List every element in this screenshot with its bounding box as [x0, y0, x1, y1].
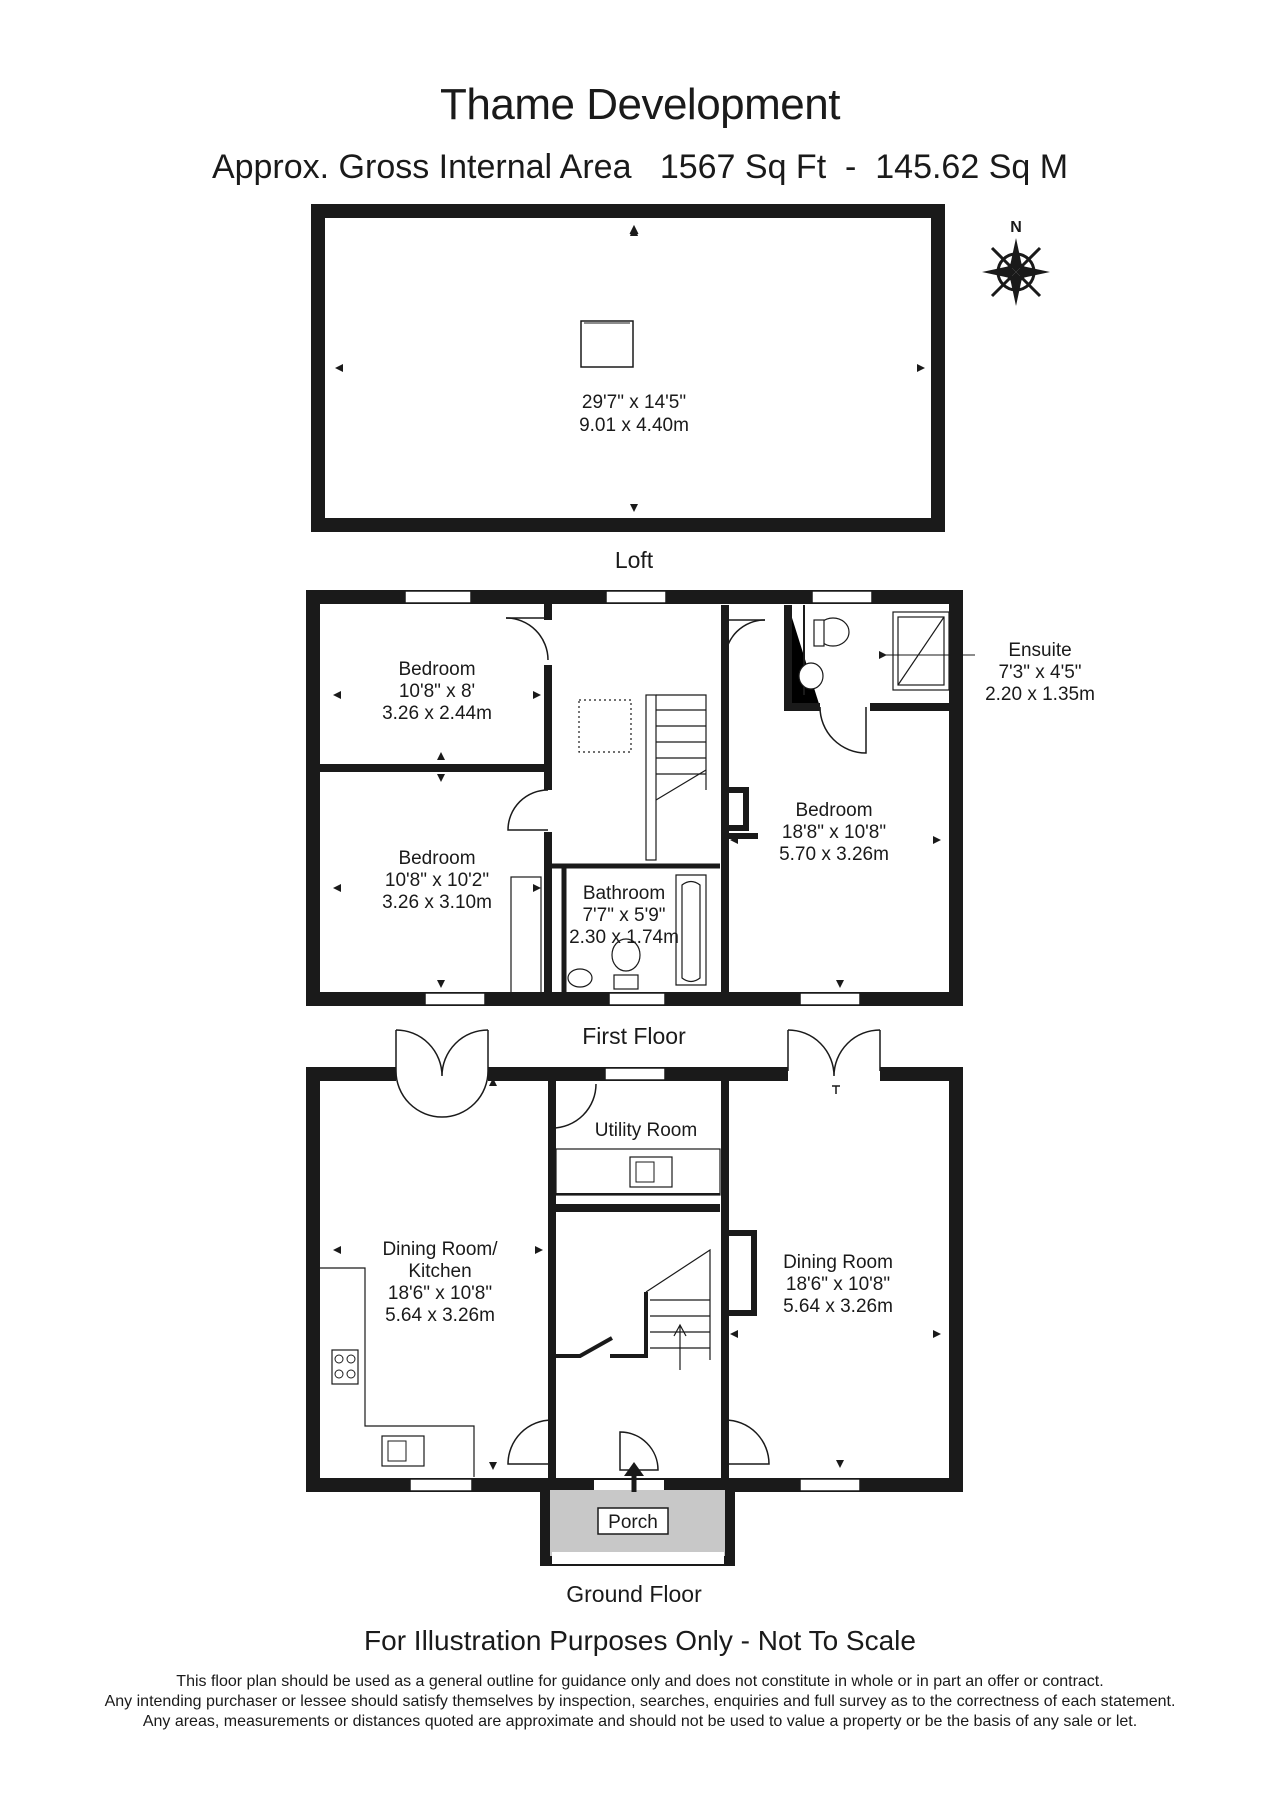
loft-dim-metric: 9.01 x 4.40m [579, 415, 689, 436]
loft-label: Loft [614, 547, 654, 573]
bedroom1-name: Bedroom [398, 659, 476, 680]
first-floor-stairs [646, 695, 706, 860]
bedroom2-metric: 3.26 x 3.10m [382, 892, 492, 913]
dining-room-name: Dining Room [783, 1252, 893, 1273]
dining-room-imperial: 18'6" x 10'8" [785, 1274, 891, 1295]
bedroom1-metric: 3.26 x 2.44m [382, 703, 492, 724]
loft-dim-imperial: 29'7" x 14'5" [581, 392, 687, 413]
bedroom3-metric: 5.70 x 3.26m [779, 844, 889, 865]
dining-kitchen-name-2: Kitchen [408, 1261, 472, 1282]
dining-room-metric: 5.64 x 3.26m [783, 1296, 893, 1317]
first-floor [313, 591, 1095, 1049]
bedroom3-imperial: 18'8" x 10'8" [781, 822, 887, 843]
bedroom3-name: Bedroom [795, 800, 873, 821]
compass-icon [982, 219, 1050, 306]
plan-title: Thame Development [440, 80, 840, 129]
loft-hatch [581, 321, 633, 367]
bathroom-name: Bathroom [582, 883, 666, 904]
dining-kitchen-metric: 5.64 x 3.26m [385, 1305, 495, 1326]
disclaimer-text [0, 1672, 1280, 1732]
disclaimer-line: This floor plan should be used as a general outline for guidance only and does not constitute in whole or in part an offer or contract. [176, 1673, 1104, 1690]
gross-area: Approx. Gross Internal Area 1567 Sq Ft - 145.62 Sq M [211, 148, 1069, 186]
porch-name: Porch [608, 1512, 658, 1533]
ensuite-name: Ensuite [1008, 640, 1072, 661]
bedroom2-imperial: 10'8" x 10'2" [384, 870, 490, 891]
disclaimer-line: Any intending purchaser or lessee should satisfy themselves by inspection, searches, enquiries and full survey as to the correctness of each statement. [104, 1693, 1176, 1710]
bathroom-metric: 2.30 x 1.74m [569, 927, 679, 948]
bedroom1-imperial: 10'8" x 8' [398, 681, 476, 702]
ensuite-imperial: 7'3" x 4'5" [998, 662, 1082, 683]
ensuite-metric: 2.20 x 1.35m [985, 684, 1095, 705]
disclaimer-line: Any areas, measurements or distances quoted are approximate and should not be used to value a property or be the basis of any sale or let. [142, 1713, 1138, 1730]
ground-floor-stairs [646, 1250, 710, 1370]
illustration-notice: For Illustration Purposes Only - Not To Scale [364, 1625, 916, 1656]
dining-kitchen-imperial: 18'6" x 10'8" [387, 1283, 493, 1304]
north-label: N [1010, 219, 1022, 236]
ground-floor [313, 1030, 956, 1607]
bedroom2-name: Bedroom [398, 848, 476, 869]
ground-floor-label: Ground Floor [566, 1581, 702, 1607]
loft-floor [318, 211, 938, 573]
dining-kitchen-name-1: Dining Room/ [382, 1239, 498, 1260]
first-floor-label: First Floor [582, 1023, 686, 1049]
utility-room-name: Utility Room [594, 1120, 698, 1141]
loft-walls [318, 211, 938, 525]
bathroom-imperial: 7'7" x 5'9" [582, 905, 666, 926]
